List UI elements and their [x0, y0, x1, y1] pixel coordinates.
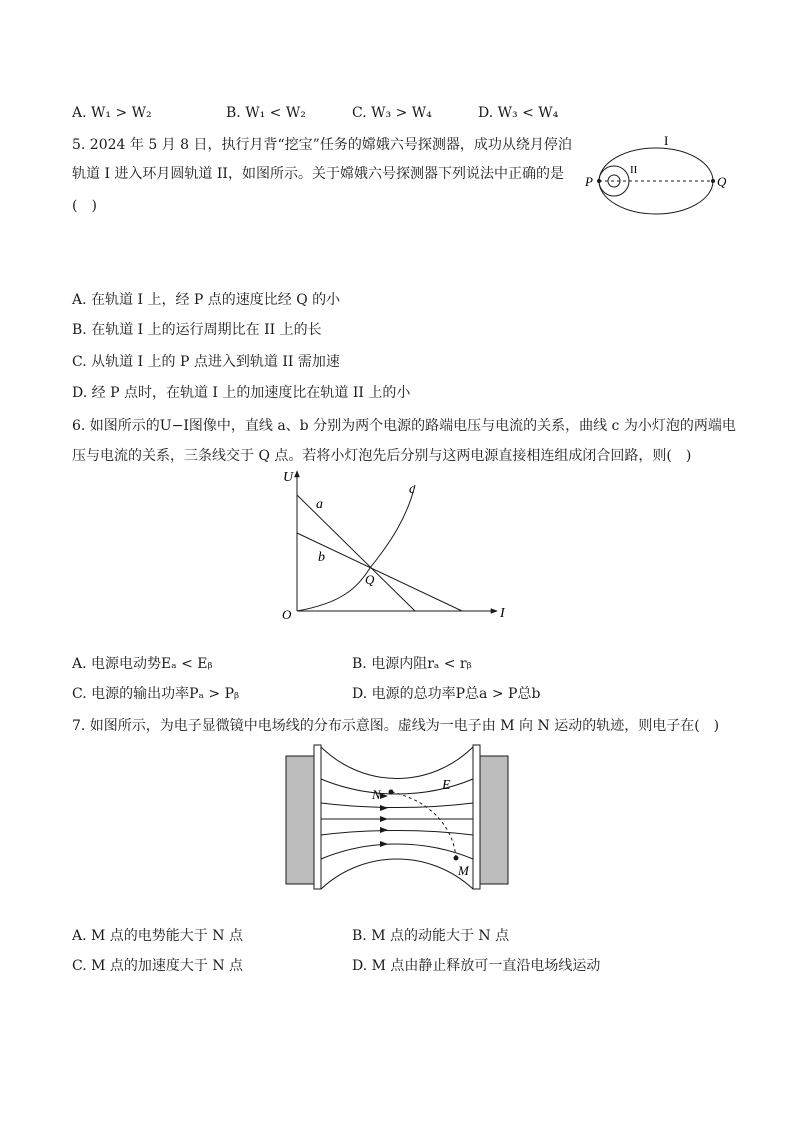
- field-line-6: [321, 844, 473, 859]
- q7-stem-line1: 7. 如图所示，为电子显微镜中电场线的分布示意图。虚线为一电子由 M 向 N 运动的轨迹，则电子在( ): [72, 718, 720, 734]
- q4-option-a: A. W₁ > W₂: [72, 105, 152, 121]
- q5-option-d: D. 经 P 点时，在轨道 I 上的加速度比在轨道 II 上的小: [72, 385, 411, 401]
- q5-option-c: C. 从轨道 I 上的 P 点进入到轨道 II 需加速: [72, 354, 340, 370]
- q5-option-b: B. 在轨道 I 上的运行周期比在 II 上的长: [72, 322, 322, 338]
- q6-stem-line1: 6. 如图所示的U−I图像中，直线 a、b 分别为两个电源的路端电压与电流的关系，曲线 c 为小灯泡的两端电: [72, 418, 736, 434]
- orbit-one-label: I: [664, 133, 669, 148]
- field-label: E: [442, 778, 451, 793]
- arrow-3: [380, 816, 388, 822]
- q4-option-b: B. W₁ < W₂: [226, 105, 306, 121]
- i-axis-label: I: [500, 606, 505, 621]
- point-p-label: P: [585, 174, 593, 189]
- point-m-dot: [454, 856, 459, 861]
- point-p-dot: [597, 179, 601, 183]
- q7-option-b: B. M 点的动能大于 N 点: [352, 928, 510, 944]
- q5-stem-line2: 轨道 I 进入环月圆轨道 II，如图所示。关于嫦娥六号探测器下列说法中正确的是: [72, 166, 564, 182]
- point-n-dot: [389, 790, 394, 795]
- orbit-two-label: II: [630, 164, 638, 176]
- line-a-label: a: [316, 497, 323, 512]
- q5-orbit-figure: [578, 128, 728, 222]
- q5-option-a: A. 在轨道 I 上，经 P 点的速度比经 Q 的小: [72, 292, 341, 308]
- left-block: [286, 756, 316, 884]
- u-axis-label: U: [283, 470, 294, 485]
- point-n-label: N: [372, 787, 381, 802]
- q4-option-c: C. W₃ > W₄: [352, 105, 432, 121]
- q6-option-d: D. 电源的总功率P总a > P总b: [352, 686, 541, 702]
- q7-field-figure: [284, 741, 510, 893]
- q6-option-c: C. 电源的输出功率Pₐ > Pᵦ: [72, 686, 240, 702]
- right-plate: [473, 745, 480, 889]
- line-b: [297, 533, 462, 611]
- curve-c-label: c: [409, 482, 416, 497]
- q7-option-a: A. M 点的电势能大于 N 点: [72, 928, 243, 944]
- field-line-7: [321, 859, 473, 889]
- q6-option-a: A. 电源电动势Eₐ < Eᵦ: [72, 656, 213, 672]
- field-line-3: [321, 803, 473, 808]
- q6-ui-graph: [272, 463, 522, 628]
- origin-label: O: [282, 607, 292, 622]
- point-q-label: Q: [365, 572, 375, 587]
- left-plate: [314, 745, 321, 889]
- q7-option-c: C. M 点的加速度大于 N 点: [72, 958, 244, 974]
- q4-option-d: D. W₃ < W₄: [478, 105, 559, 121]
- q5-stem-line3: ( ): [72, 198, 97, 214]
- q6-option-b: B. 电源内阻rₐ < rᵦ: [352, 656, 472, 672]
- line-b-label: b: [318, 550, 325, 565]
- electron-trajectory: [391, 792, 456, 858]
- curve-c: [297, 485, 415, 611]
- arrow-5: [380, 841, 388, 847]
- q6-stem-line2: 压与电流的关系，三条线交于 Q 点。若将小灯泡先后分别与这两电源直接相连组成闭合回路，则( ): [72, 448, 692, 464]
- q7-option-d: D. M 点由静止释放可一直沿电场线运动: [352, 958, 601, 974]
- field-line-5: [321, 831, 473, 836]
- arrow-2: [380, 805, 388, 811]
- q5-stem-line1: 5. 2024 年 5 月 8 日，执行月背“挖宝”任务的嫦娥六号探测器，成功从绕月停泊: [72, 137, 572, 153]
- point-q-dot: [711, 179, 715, 183]
- point-q-label: Q: [717, 174, 727, 189]
- field-line-1: [321, 747, 473, 779]
- line-a: [297, 495, 415, 611]
- right-block: [478, 756, 508, 884]
- point-m-label: M: [458, 863, 469, 878]
- arrow-4: [380, 827, 388, 833]
